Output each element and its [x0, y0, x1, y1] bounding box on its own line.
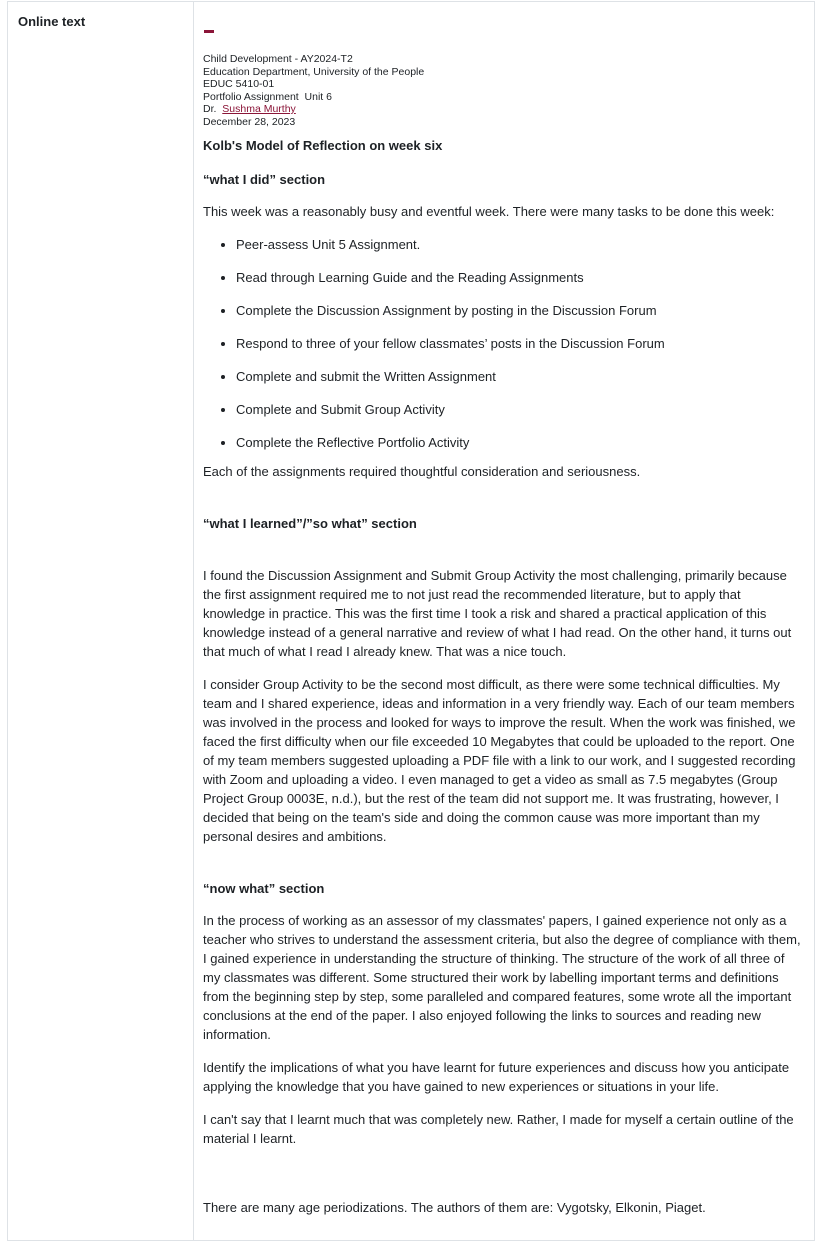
what-i-did-outro: Each of the assignments required thoughtful consideration and seriousness.	[203, 464, 641, 479]
paragraph: Identify the implications of what you have learnt for future experiences and discuss how you anticipate applying the knowledge that you have gained to new experiences or situations in your life.	[203, 1060, 790, 1094]
spacer	[203, 546, 805, 566]
list-item: • Complete the Reflective Portfolio Activity	[236, 433, 805, 452]
document-title: Kolb's Model of Reflection on week six	[203, 138, 443, 153]
online-text-label: Online text	[8, 2, 194, 1240]
document-header	[203, 53, 805, 128]
instructor-prefix: Dr.	[203, 103, 217, 115]
what-i-did-intro: This week was a reasonably busy and eventful week. There were many tasks to be done this week:	[203, 204, 775, 219]
paragraph: I found the Discussion Assignment and Submit Group Activity the most challenging, primarily because the first assignment required me to not just read the recommended literature, but to apply that knowledge in practice. This was the first time I took a risk and shared a practical application of this knowledge instead of a general narrative and review of what I had read. On the other hand, it turns out that much of what I read I already knew. That was a nice touch.	[203, 568, 792, 659]
paragraph: I consider Group Activity to be the second most difficult, as there were some technical difficulties. My team and I shared experience, ideas and information in a very friendly way. Each of our team members was involved in the process and looked for ways to improve the result. When the work was finished, we faced the first difficulty when our file exceeded 10 Megabytes that could be uploaded to the report. One of my team members suggested uploading a PDF file with a link to our work, and I suggested recording with Zoom and uploading a video. I even managed to get a video as small as 7.5 megabytes (Group Project Group 0003E, n.d.), but the rest of the team did not support me. It was frustrating, however, I decided that being on the team's side and doing the common cause was more important than my personal desires and ambitions.	[203, 677, 796, 844]
task-list	[203, 235, 805, 452]
paragraph: In the process of working as an assessor of my classmates' papers, I gained experience not only as a teacher who strives to understand the assessment criteria, but also the degree of compliance with them, I gained experience in understanding the structure of thinking. The structure of the work of all three of my classmates was different. Some structured their work by labelling important terms and definitions from the beginning step by step, some paralleled and compared features, some wrote all the important conclusions at the end of the paper. I also enjoyed following the links to sources and reading new information.	[203, 913, 801, 1042]
list-item: • Respond to three of your fellow classmates’ posts in the Discussion Forum	[236, 334, 805, 353]
instructor-link[interactable]: Sushma Murthy	[222, 103, 296, 115]
course-name: Child Development - AY2024-T2	[203, 53, 353, 65]
list-item: • Peer-assess Unit 5 Assignment.	[236, 235, 805, 254]
spacer	[203, 495, 805, 515]
department: Education Department, University of the People	[203, 65, 425, 78]
paragraph: I can't say that I learnt much that was completely new. Rather, I made for myself a certain outline of the material I learnt.	[203, 1112, 794, 1146]
list-item: • Complete and Submit Group Activity	[236, 400, 805, 419]
spacer	[203, 860, 805, 880]
spacer	[203, 1162, 805, 1198]
list-item: • Complete the Discussion Assignment by posting in the Discussion Forum	[236, 301, 805, 320]
paragraph: There are many age periodizations. The authors of them are: Vygotsky, Elkonin, Piaget.	[203, 1200, 706, 1215]
accent-bar	[204, 30, 214, 33]
document-date: December 28, 2023	[203, 115, 296, 128]
instructor	[203, 103, 805, 116]
section-heading-so-what: “what I learned”/”so what” section	[203, 516, 417, 531]
assignment-name: Portfolio Assignment Unit 6	[203, 90, 332, 103]
section-heading-now-what: “now what” section	[203, 881, 325, 896]
list-item: • Read through Learning Guide and the Reading Assignments	[236, 268, 805, 287]
list-item: • Complete and submit the Written Assignment	[236, 367, 805, 386]
course-code: EDUC 5410-01	[203, 78, 275, 90]
section-heading-what-i-did: “what I did” section	[203, 172, 326, 187]
online-text-content	[194, 2, 814, 1240]
submission-table	[7, 1, 815, 1241]
